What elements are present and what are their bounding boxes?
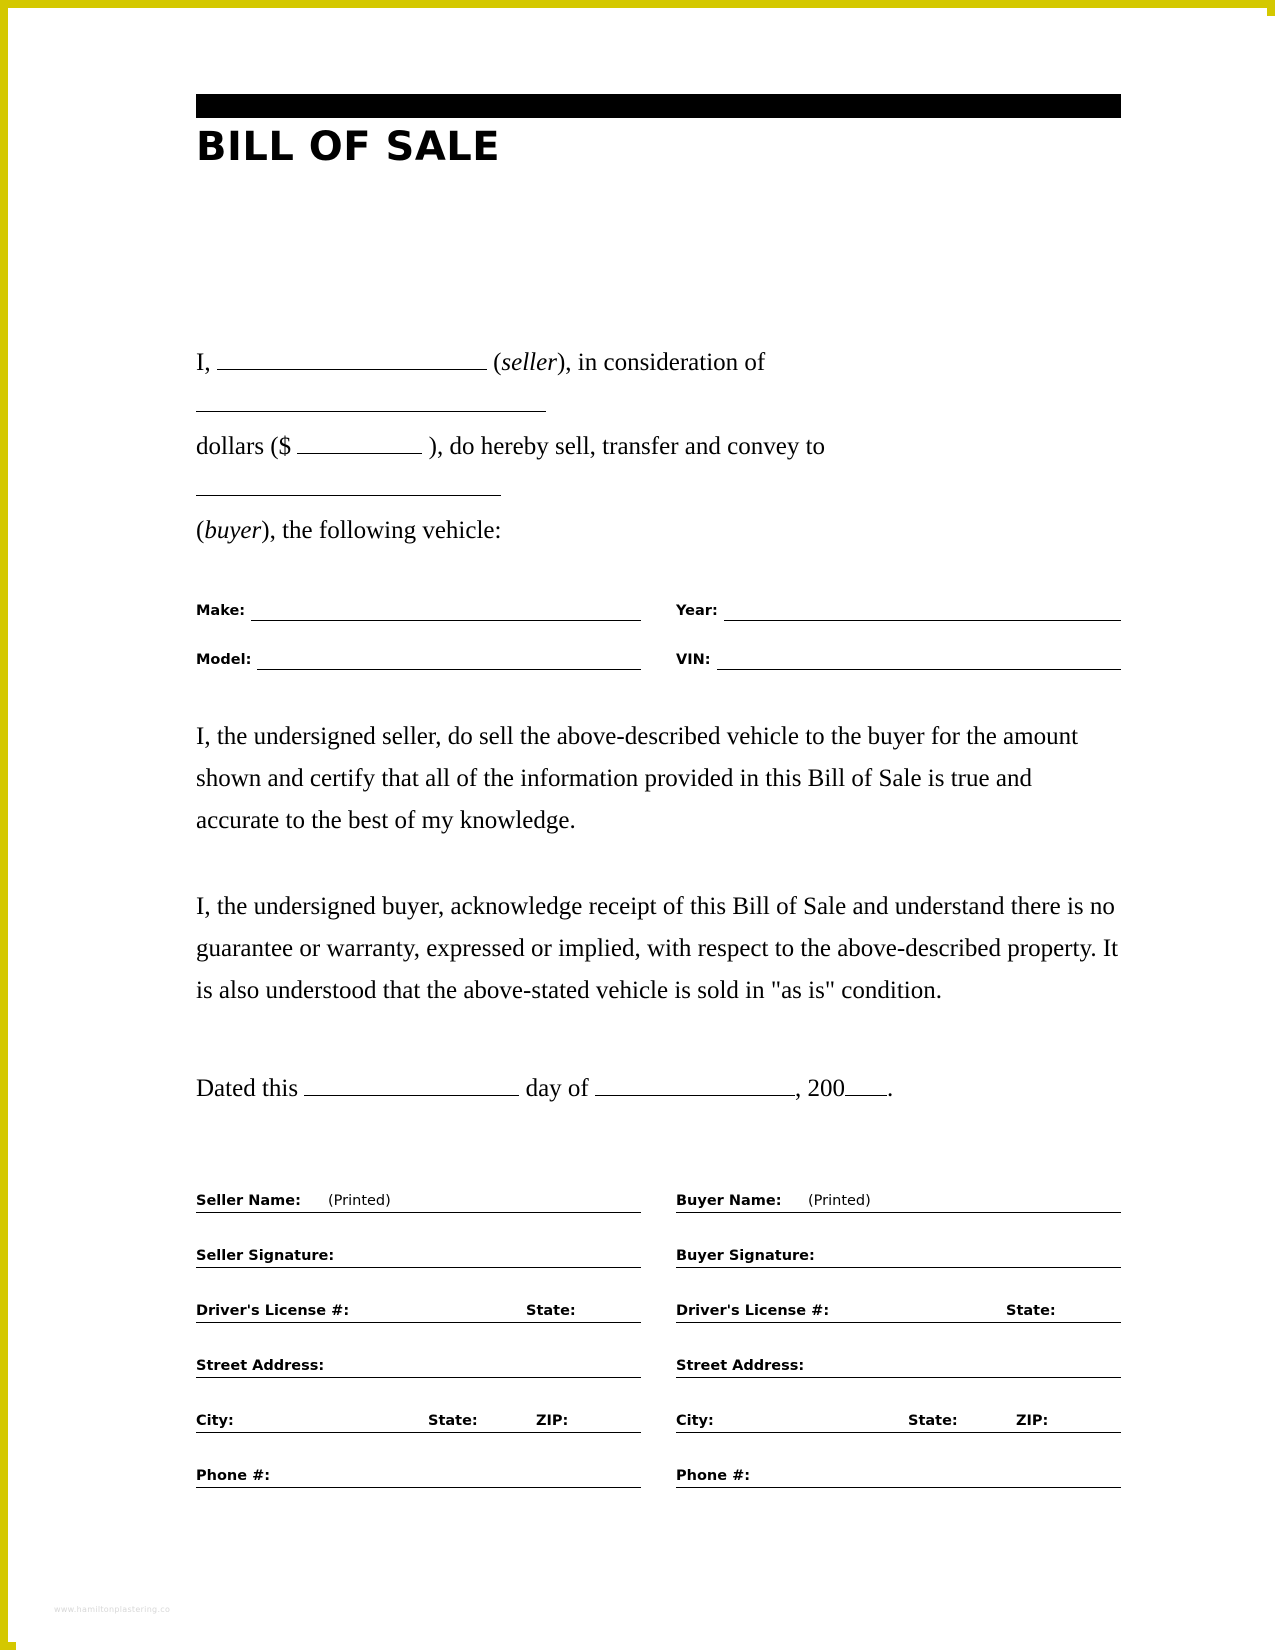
- buyer-city-state-label: State:: [908, 1413, 958, 1429]
- buyer-city-label: City:: [676, 1413, 714, 1429]
- dated-middle: day of: [519, 1075, 595, 1102]
- date-year-blank[interactable]: [845, 1095, 887, 1096]
- signature-section: [196, 1158, 1121, 1488]
- seller-signature-label: Seller Signature:: [196, 1248, 335, 1264]
- buyer-signature-row[interactable]: [676, 1213, 1121, 1268]
- dated-suffix: , 200: [795, 1075, 845, 1102]
- make-label: Make:: [196, 603, 246, 619]
- seller-zip-label: ZIP:: [536, 1413, 569, 1429]
- dated-line: [196, 1068, 1121, 1110]
- seller-city-label: City:: [196, 1413, 234, 1429]
- seller-city-row[interactable]: [196, 1378, 641, 1433]
- amount-figures-blank[interactable]: [297, 453, 422, 454]
- year-label: Year:: [676, 603, 718, 619]
- seller-license-label: Driver's License #:: [196, 1303, 350, 1319]
- title-rule: [196, 94, 1121, 118]
- seller-street-label: Street Address:: [196, 1358, 325, 1374]
- vehicle-details: [196, 600, 1121, 670]
- buyer-street-label: Street Address:: [676, 1358, 805, 1374]
- intro-text-5: ), the following vehicle:: [261, 517, 502, 544]
- page-title: BILL OF SALE: [196, 124, 501, 170]
- seller-name-label: Seller Name:: [196, 1193, 301, 1209]
- vehicle-row-2: [196, 649, 1121, 670]
- seller-word: seller: [501, 349, 557, 376]
- date-day-blank[interactable]: [304, 1095, 519, 1096]
- seller-name-blank[interactable]: [217, 369, 487, 370]
- make-input-line[interactable]: [251, 600, 641, 621]
- buyer-signature-block: [676, 1158, 1121, 1488]
- date-month-blank[interactable]: [595, 1095, 795, 1096]
- vin-input-line[interactable]: [717, 649, 1121, 670]
- model-label: Model:: [196, 652, 252, 668]
- amount-words-blank[interactable]: [196, 411, 546, 412]
- field-model[interactable]: [196, 649, 641, 670]
- intro-paragraph: I, (seller), in consideration of dollars ($ ), do hereby sell, transfer and convey to (buyer), the following vehicle:: [196, 349, 826, 544]
- intro-text-4: ), do hereby sell, transfer and convey to: [422, 433, 826, 460]
- intro-text-2: ), in consideration of: [556, 349, 766, 376]
- buyer-zip-label: ZIP:: [1016, 1413, 1049, 1429]
- dated-end: .: [887, 1075, 894, 1102]
- buyer-license-row[interactable]: [676, 1268, 1121, 1323]
- model-input-line[interactable]: [257, 649, 641, 670]
- seller-license-row[interactable]: [196, 1268, 641, 1323]
- seller-signature-block: [196, 1158, 641, 1488]
- buyer-acknowledgement-paragraph: I, the undersigned buyer, acknowledge receipt of this Bill of Sale and understand there is no guarantee or warranty, expressed or implied, with respect to the above-described property. It is also understood that the above-stated vehicle is sold in "as is" condition.: [196, 893, 1119, 1004]
- document-sheet: [16, 16, 1275, 1650]
- seller-certification-paragraph: I, the undersigned seller, do sell the above-described vehicle to the buyer for the amount shown and certify that all of the information provided in this Bill of Sale is true and accurate to the best of my knowledge.: [196, 723, 1079, 834]
- buyer-word: buyer: [204, 517, 262, 544]
- seller-phone-label: Phone #:: [196, 1468, 271, 1484]
- watermark-text: www.hamiltonplastering.co: [54, 1605, 171, 1614]
- seller-signature-row[interactable]: [196, 1213, 641, 1268]
- vehicle-row-1: [196, 600, 1121, 621]
- buyer-signature-label: Buyer Signature:: [676, 1248, 815, 1264]
- buyer-name-blank[interactable]: [196, 495, 501, 496]
- seller-city-state-label: State:: [428, 1413, 478, 1429]
- seller-street-row[interactable]: [196, 1323, 641, 1378]
- document-content: [196, 94, 1121, 1488]
- year-input-line[interactable]: [724, 600, 1121, 621]
- seller-license-state-label: State:: [526, 1303, 576, 1319]
- field-year[interactable]: [676, 600, 1121, 621]
- buyer-name-label: Buyer Name:: [676, 1193, 782, 1209]
- buyer-license-label: Driver's License #:: [676, 1303, 830, 1319]
- buyer-license-state-label: State:: [1006, 1303, 1056, 1319]
- intro-text-1: I,: [196, 349, 217, 376]
- buyer-phone-row[interactable]: [676, 1433, 1121, 1488]
- field-make[interactable]: [196, 600, 641, 621]
- seller-phone-row[interactable]: [196, 1433, 641, 1488]
- buyer-name-row[interactable]: [676, 1158, 1121, 1213]
- dated-prefix: Dated this: [196, 1075, 305, 1102]
- intro-text-3: dollars ($: [196, 433, 298, 460]
- buyer-name-printed-hint: (Printed): [808, 1193, 871, 1209]
- buyer-street-row[interactable]: [676, 1323, 1121, 1378]
- field-vin[interactable]: [676, 649, 1121, 670]
- buyer-city-row[interactable]: [676, 1378, 1121, 1433]
- buyer-phone-label: Phone #:: [676, 1468, 751, 1484]
- seller-name-printed-hint: (Printed): [328, 1193, 391, 1209]
- vin-label: VIN:: [676, 652, 711, 668]
- seller-name-row[interactable]: [196, 1158, 641, 1213]
